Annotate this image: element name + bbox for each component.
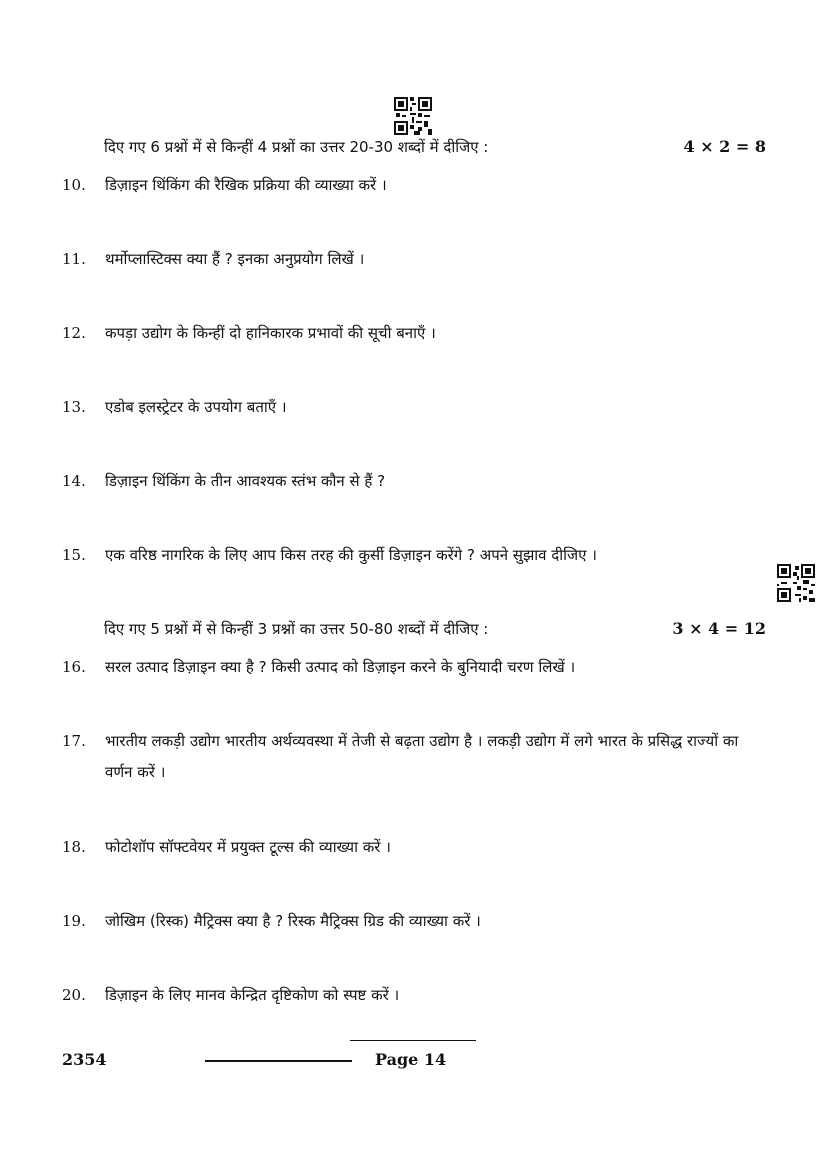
question-number: 19. [62,912,86,930]
question-14 [62,466,742,497]
question-16 [62,652,742,683]
section-a-marks: 4 × 2 = 8 [683,137,766,156]
question-number: 13. [62,398,86,416]
question-number: 11. [62,250,86,268]
question-15 [62,540,742,571]
question-text: डिज़ाइन थिंकिंग के तीन आवश्यक स्तंभ कौन से हैं ? [105,472,386,490]
question-text: एक वरिष्ठ नागरिक के लिए आप किस तरह की कुर्सी डिज़ाइन करेंगे ? अपने सुझाव दीजिए । [105,546,597,564]
question-10 [62,170,742,201]
question-18 [62,832,742,863]
question-number: 12. [62,324,86,342]
section-a-instruction [104,137,766,157]
question-number: 17. [62,732,86,750]
section-b-instruction-text: दिए गए 5 प्रश्नों में से किन्हीं 3 प्रश्नों का उत्तर 50-80 शब्दों में दीजिए : [104,620,489,638]
question-text: जोखिम (रिस्क) मैट्रिक्स क्या है ? रिस्क मैट्रिक्स ग्रिड की व्याख्या करें । [105,912,481,930]
question-text: भारतीय लकड़ी उद्योग भारतीय अर्थव्यवस्था में तेजी से बढ़ता उद्योग है । लकड़ी उद्योग में लगे भारत के प्रसिद्ध राज्यों का वर्णन करें । [105,732,739,781]
question-text: सरल उत्पाद डिज़ाइन क्या है ? किसी उत्पाद को डिज़ाइन करने के बुनियादी चरण लिखें । [105,658,576,676]
question-text: एडोब इलस्ट्रेटर के उपयोग बताएँ । [105,398,287,416]
question-17 [62,726,742,788]
question-text: कपड़ा उद्योग के किन्हीं दो हानिकारक प्रभावों की सूची बनाएँ । [105,324,436,342]
question-13 [62,392,742,423]
question-11 [62,244,742,275]
footer-rule-top [350,1040,476,1041]
section-b-instruction [104,619,766,639]
section-b-marks: 3 × 4 = 12 [672,619,766,638]
question-number: 18. [62,838,86,856]
question-text: थर्मोप्लास्टिक्स क्या हैं ? इनका अनुप्रयोग लिखें । [105,250,365,268]
question-number: 20. [62,986,86,1004]
question-number: 16. [62,658,86,676]
question-19 [62,906,742,937]
qr-code-top [394,97,432,135]
page-number: Page 14 [375,1050,447,1069]
question-text: डिज़ाइन के लिए मानव केन्द्रित दृष्टिकोण को स्पष्ट करें । [105,986,400,1004]
question-20 [62,980,742,1011]
section-a-instruction-text: दिए गए 6 प्रश्नों में से किन्हीं 4 प्रश्नों का उत्तर 20-30 शब्दों में दीजिए : [104,138,489,156]
qr-code-side [777,564,815,602]
paper-code: 2354 [62,1050,107,1069]
question-text: फोटोशॉप सॉफ्टवेयर में प्रयुक्त टूल्स की व्याख्या करें । [105,838,391,856]
question-number: 14. [62,472,86,490]
question-number: 10. [62,176,86,194]
question-12 [62,318,742,349]
question-text: डिज़ाइन थिंकिंग की रैखिक प्रक्रिया की व्याख्या करें । [105,176,387,194]
question-number: 15. [62,546,86,564]
footer-rule-left [205,1060,352,1062]
